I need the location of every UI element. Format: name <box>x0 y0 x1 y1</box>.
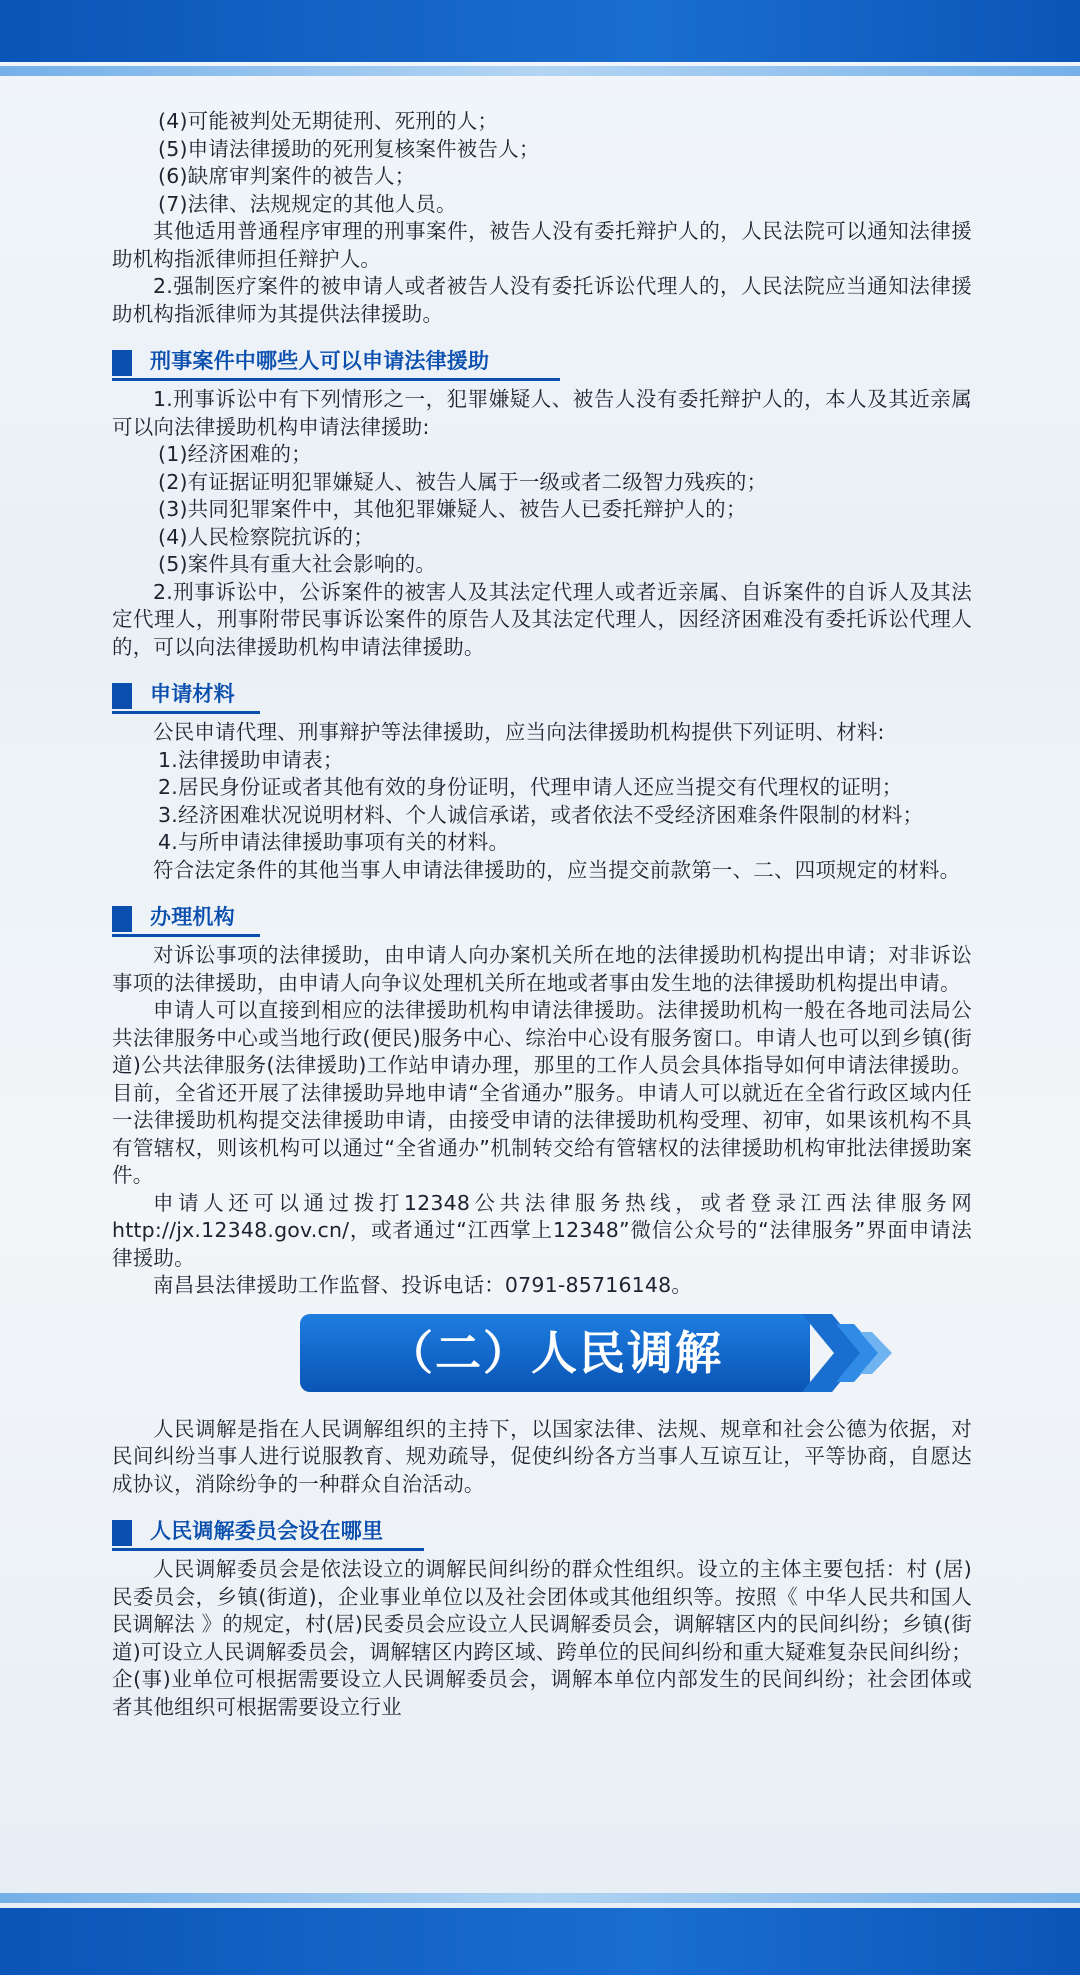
paragraph: 对诉讼事项的法律援助，由申请人向办案机关所在地的法律援助机构提出申请；对非诉讼事项的法律援助，由申请人向争议处理机关所在地或者事由发生地的法律援助机构提出申请。 <box>112 943 972 995</box>
intro-list <box>112 108 972 218</box>
section-heading-materials: 申请材料 <box>112 679 972 713</box>
list-item: (5)申请法律援助的死刑复核案件被告人； <box>158 136 540 161</box>
materials-list <box>112 747 972 857</box>
bottom-light-stripe <box>0 1893 1080 1903</box>
document-body <box>112 108 972 1721</box>
complaint-phone: 南昌县法律援助工作监督、投诉电话：0791-85716148。 <box>153 1273 693 1297</box>
criteria-list <box>112 441 972 579</box>
list-item: (4)人民检察院抗诉的； <box>158 524 374 549</box>
section-heading-criminal-aid: 刑事案件中哪些人可以申请法律援助 <box>112 346 972 380</box>
banner-title: （二）人民调解 <box>300 1314 810 1392</box>
list-item: (4)可能被判处无期徒刑、死刑的人； <box>158 109 499 133</box>
paragraph: 其他适用普通程序审理的刑事案件，被告人没有委托辩护人的，人民法院可以通知法律援助机构指派律师担任辩护人。 <box>112 219 972 271</box>
section-heading-agencies: 办理机构 <box>112 902 972 936</box>
paragraph: 申请人还可以通过拨打12348公共法律服务热线，或者登录江西法律服务网http://jx.12348.gov.cn/，或者通过“江西掌上12348”微信公众号的“法律服务”界面申请法律援助。 <box>112 1190 972 1270</box>
paragraph: 1.刑事诉讼中有下列情形之一，犯罪嫌疑人、被告人没有委托辩护人的，本人及其近亲属可以向法律援助机构申请法律援助: <box>112 387 972 439</box>
heading-marker <box>112 350 132 376</box>
heading-marker <box>112 683 132 709</box>
heading-marker <box>112 1520 132 1546</box>
paragraph: 2.强制医疗案件的被申请人或者被告人没有委托诉讼代理人的，人民法院应当通知法律援助机构指派律师为其提供法律援助。 <box>112 274 972 326</box>
paragraph: 申请人可以直接到相应的法律援助机构申请法律援助。法律援助机构一般在各地司法局公共法律服务中心或当地行政(便民)服务中心、综治中心设有服务窗口。申请人也可以到乡镇(街道)公共法律服务(法律援助)工作站申请办理，那里的工作人员会具体指导如何申请法律援助。目前，全省还开展了法律援助异地申请“全省通办”服务。申请人可以就近在全省行政区域内任一法律援助机构提交法律援助申请，由接受申请的法律援助机构受理、初审，如果该机构不具有管辖权，则该机构可以通过“全省通办”机制转交给有管辖权的法律援助机构审批法律援助案件。 <box>112 998 972 1187</box>
list-item: 2.居民身份证或者其他有效的身份证明，代理申请人还应当提交有代理权的证明； <box>158 775 903 799</box>
list-item: (7)法律、法规规定的其他人员。 <box>158 191 457 216</box>
list-item: 4.与所申请法律援助事项有关的材料。 <box>158 830 510 854</box>
paragraph: 公民申请代理、刑事辩护等法律援助，应当向法律援助机构提供下列证明、材料: <box>153 720 885 744</box>
paragraph: 符合法定条件的其他当事人申请法律援助的，应当提交前款第一、二、四项规定的材料。 <box>153 857 961 882</box>
list-item: (1)经济困难的； <box>158 442 312 466</box>
heading-underline <box>112 711 260 714</box>
section-banner-mediation <box>112 1314 972 1394</box>
top-light-stripe <box>0 66 1080 76</box>
paragraph: 2.刑事诉讼中，公诉案件的被害人及其法定代理人或者近亲属、自诉案件的自诉人及其法定代理人，刑事附带民事诉讼案件的原告人及其法定代理人，因经济困难没有委托诉讼代理人的，可以向法律援助机构申请法律援助。 <box>112 579 972 659</box>
list-item: (6)缺席审判案件的被告人； <box>158 164 416 188</box>
list-item: (5)案件具有重大社会影响的。 <box>158 552 437 576</box>
heading-underline <box>112 1548 424 1551</box>
heading-marker <box>112 906 132 932</box>
chevron-arrows-icon <box>802 1314 892 1392</box>
heading-underline <box>112 934 260 937</box>
list-item: 3.经济困难状况说明材料、个人诚信承诺，或者依法不受经济困难条件限制的材料； <box>158 802 924 827</box>
list-item: (3)共同犯罪案件中，其他犯罪嫌疑人、被告人已委托辩护人的； <box>158 497 747 521</box>
paragraph: 人民调解是指在人民调解组织的主持下，以国家法律、法规、规章和社会公德为依据，对民间纠纷当事人进行说服教育、规劝疏导，促使纠纷各方当事人互谅互让，平等协商，自愿达成协议，消除纷争的一种群众自治活动。 <box>112 1416 972 1496</box>
top-blue-band <box>0 0 1080 62</box>
list-item: 1.法律援助申请表； <box>158 747 344 772</box>
bottom-blue-band <box>0 1908 1080 1975</box>
section-heading-committee: 人民调解委员会设在哪里 <box>112 1516 972 1550</box>
list-item: (2)有证据证明犯罪嫌疑人、被告人属于一级或者二级智力残疾的； <box>158 469 768 494</box>
paragraph: 人民调解委员会是依法设立的调解民间纠纷的群众性组织。设立的主体主要包括：村 (居)民委员会，乡镇(街道)，企业事业单位以及社会团体或其他组织等。按照《 中华人民共和国人民调解法 》的规定，村(居)民委员会应设立人民调解委员会，调解辖区内的民间纠纷；乡镇(街道)可设立人民调解委员会，调解辖区内跨区域、跨单位的民间纠纷和重大疑难复杂民间纠纷；企(事)业单位可根据需要设立人民调解委员会，调解本单位内部发生的民间纠纷；社会团体或者其他组织可根据需要设立行业 <box>112 1557 972 1719</box>
heading-underline <box>112 378 560 381</box>
